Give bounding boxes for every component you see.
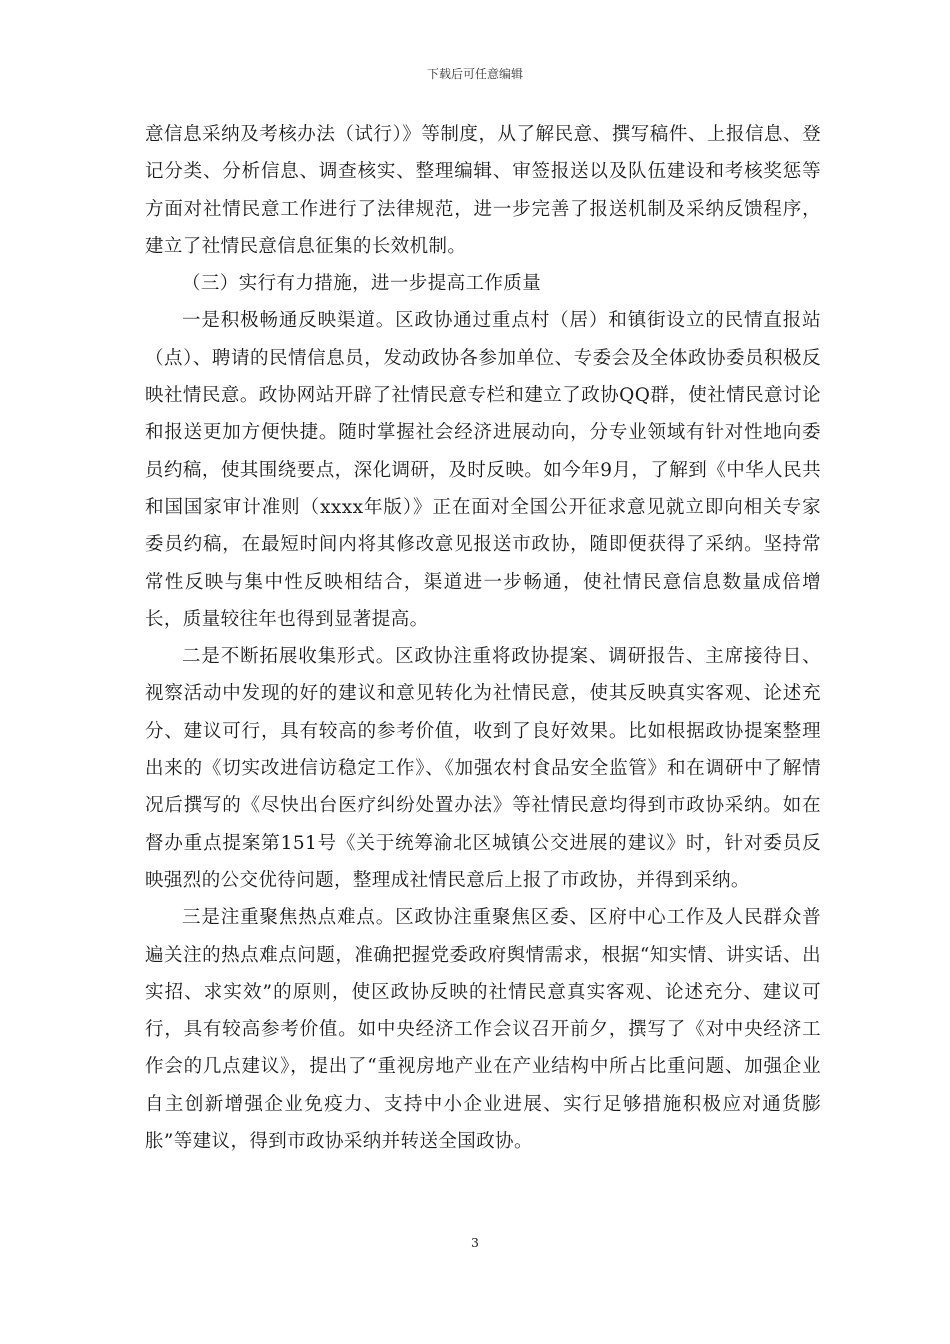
- page-header: 下载后可任意编辑: [426, 67, 523, 81]
- paragraph-hot-issues: 三是注重聚焦热点难点。区政协注重聚焦区委、区府中心工作及人民群众普遍关注的热点难点问题，准确把握党委政府舆情需求，根据“知实情、讲实话、出实招、求实效”的原则，使区政协反映的社情民意真实客观、论述充分、建议可行，具有较高参考价值。如中央经济工作会议召开前夕，撰写了《对中央经济工作会的几点建议》，提出了“重视房地产业在产业结构中所占比重问题、加强企业自主创新增强企业免疫力、支持中小企业进展、实行足够措施积极应对通货膨胀”等建议，得到市政协采纳并转送全国政协。: [145, 907, 821, 1153]
- document-body: [145, 116, 821, 1160]
- paragraph-channels: 一是积极畅通反映渠道。区政协通过重点村（居）和镇街设立的民情直报站（点）、聘请的民情信息员，发动政协各参加单位、专委会及全体政协委员积极反映社情民意。政协网站开辟了社情民意专栏和建立了政协QQ群，使社情民意讨论和报送更加方便快捷。随时掌握社会经济进展动向，分专业领域有针对性地向委员约稿，使其围绕要点，深化调研，及时反映。如今年9月，了解到《中华人民共和国国家审计准则（xxxx年版）》正在面对全国公开征求意见就立即向相关专家委员约稿，在最短时间内将其修改意见报送市政协，随即便获得了采纳。坚持常常性反映与集中性反映相结合，渠道进一步畅通，使社情民意信息数量成倍增长，质量较往年也得到显著提高。: [145, 310, 821, 630]
- paragraph-continuation: 意信息采纳及考核办法（试行）》等制度，从了解民意、撰写稿件、上报信息、登记分类、分析信息、调查核实、整理编辑、审签报送以及队伍建设和考核奖惩等方面对社情民意工作进行了法律规范，进一步完善了报送机制及采纳反馈程序，建立了社情民意信息征集的长效机制。: [145, 124, 821, 257]
- paragraph-collection-forms: 二是不断拓展收集形式。区政协注重将政协提案、调研报告、主席接待日、视察活动中发现的好的建议和意见转化为社情民意，使其反映真实客观、论述充分、建议可行，具有较高的参考价值，收到了良好效果。比如根据政协提案整理出来的《切实改进信访稳定工作》、《加强农村食品安全监管》和在调研中了解情况后撰写的《尽快出台医疗纠纷处置办法》等社情民意均得到市政协采纳。如在督办重点提案第151号《关于统筹渝北区城镇公交进展的建议》时，针对委员反映强烈的公交优待问题，整理成社情民意后上报了市政协，并得到采纳。: [145, 646, 821, 891]
- page-number: 3: [471, 1235, 479, 1250]
- section-heading: （三）实行有力措施，进一步提高工作质量: [182, 273, 542, 295]
